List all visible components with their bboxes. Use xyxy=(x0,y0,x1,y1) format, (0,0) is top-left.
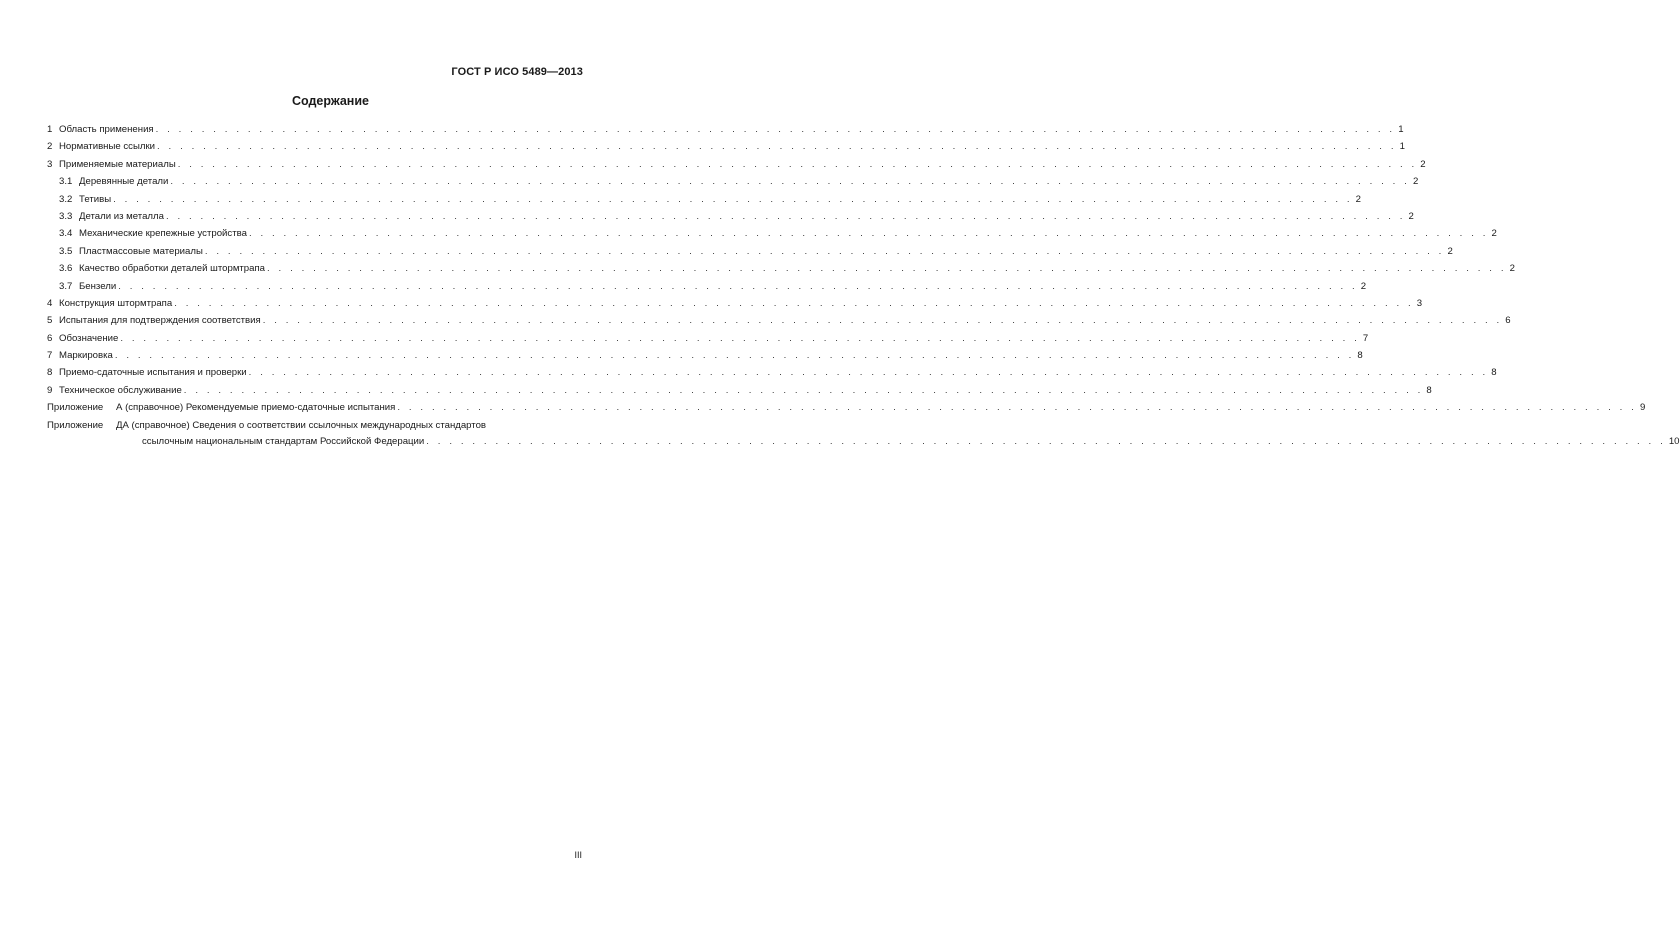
toc-page: 6 xyxy=(1505,315,1511,327)
toc-page: 2 xyxy=(1412,176,1419,188)
toc-leader xyxy=(249,225,1489,242)
toc-label: Детали из металла xyxy=(79,210,164,222)
toc-leader xyxy=(397,399,1637,416)
toc-label: Бензели xyxy=(79,280,117,292)
toc-leader xyxy=(178,156,1418,173)
toc-number: 7 xyxy=(47,350,53,362)
toc-page: 2 xyxy=(1408,210,1414,222)
toc-number: 6 xyxy=(47,332,53,344)
toc-label: Нормативные ссылки xyxy=(59,141,156,153)
toc-leader xyxy=(120,330,1360,347)
toc-appendix-a[interactable] xyxy=(47,399,1646,416)
toc-entry-3-2[interactable] xyxy=(47,191,1362,208)
toc-label: Маркировка xyxy=(59,350,113,362)
toc-label: Приемо-сдаточные испытания и проверки xyxy=(59,367,247,379)
toc-number: 8 xyxy=(47,367,53,379)
toc-number: 3.3 xyxy=(59,210,73,222)
toc-number: 4 xyxy=(47,297,53,309)
toc-label: Область применения xyxy=(59,124,154,135)
toc-page: 2 xyxy=(1360,280,1367,292)
toc-leader xyxy=(174,295,1414,312)
toc-page: 9 xyxy=(1639,402,1646,414)
toc-page: 1 xyxy=(1399,141,1405,153)
toc-entry-4[interactable] xyxy=(47,295,1423,312)
toc-page: 8 xyxy=(1491,367,1497,379)
toc-leader xyxy=(249,364,1489,381)
toc-leader xyxy=(115,347,1355,364)
toc-entry-3[interactable] xyxy=(47,156,1426,173)
toc-number: 1 xyxy=(47,124,53,135)
toc-page: 2 xyxy=(1491,228,1497,240)
toc-label: Конструкция штормтрапа xyxy=(59,297,173,309)
toc-number: 3.4 xyxy=(59,228,73,240)
toc-leader xyxy=(205,243,1445,260)
table-of-contents xyxy=(47,121,1680,450)
toc-number: 3.1 xyxy=(59,176,73,188)
page-title: Содержание xyxy=(291,94,369,108)
toc-number: 2 xyxy=(47,141,53,153)
toc-label: Пластмассовые материалы xyxy=(79,245,203,257)
toc-number: 3.5 xyxy=(59,245,73,257)
toc-label: Тетивы xyxy=(79,193,112,205)
toc-label: Деревянные детали xyxy=(79,176,169,188)
toc-entry-3-3[interactable] xyxy=(47,208,1414,225)
toc-entry-8[interactable] xyxy=(47,364,1497,381)
toc-page: 7 xyxy=(1362,332,1369,344)
toc-page: 2 xyxy=(1447,245,1453,257)
toc-leader xyxy=(263,312,1503,329)
toc-entry-5[interactable] xyxy=(47,312,1511,329)
toc-page: 1 xyxy=(1398,124,1404,135)
toc-label: Обозначение xyxy=(59,332,119,344)
toc-entry-2[interactable] xyxy=(47,138,1405,155)
toc-number: 9 xyxy=(47,384,53,396)
toc-label: Качество обработки деталей штормтрапа xyxy=(79,263,266,275)
page-number: III xyxy=(574,850,582,860)
toc-label: Техническое обслуживание xyxy=(59,384,182,396)
appendix-title: А (справочное) Рекомендуемые приемо-сдаточные испытания xyxy=(116,402,396,414)
toc-entry-3-7[interactable] xyxy=(47,278,1367,295)
toc-entry-9[interactable] xyxy=(47,382,1432,399)
toc-leader xyxy=(156,121,1396,138)
toc-page: 8 xyxy=(1426,384,1432,396)
toc-leader xyxy=(113,191,1353,208)
toc-leader xyxy=(157,138,1397,155)
toc-label: Механические крепежные устройства xyxy=(79,228,247,240)
toc-entry-3-5[interactable] xyxy=(47,243,1453,260)
toc-page: 10 xyxy=(1668,435,1680,447)
toc-page: 8 xyxy=(1357,350,1363,362)
toc-leader xyxy=(118,278,1358,295)
toc-label: Применяемые материалы xyxy=(59,158,176,170)
toc-leader xyxy=(166,208,1406,225)
toc-page: 2 xyxy=(1420,158,1426,170)
appendix-title: ДА (справочное) Сведения о соответствии ссылочных международных стандартов xyxy=(116,419,487,431)
toc-label: Испытания для подтверждения соответствия xyxy=(59,315,261,327)
toc-page: 3 xyxy=(1416,297,1423,309)
toc-page: 2 xyxy=(1355,193,1362,205)
toc-leader xyxy=(184,382,1424,399)
toc-entry-7[interactable] xyxy=(47,347,1363,364)
toc-page: 2 xyxy=(1509,263,1515,275)
appendix-title-continued: ссылочным национальным стандартам Российской Федерации xyxy=(142,435,425,447)
toc-leader xyxy=(170,173,1410,190)
toc-number: 3 xyxy=(47,158,53,170)
toc-entry-3-1[interactable] xyxy=(47,173,1419,190)
toc-number: 3.6 xyxy=(59,263,73,275)
toc-entry-6[interactable] xyxy=(47,330,1369,347)
toc-entry-3-6[interactable] xyxy=(47,260,1515,277)
toc-number: 5 xyxy=(47,315,53,327)
toc-appendix-da[interactable] xyxy=(47,417,1680,450)
toc-entry-1[interactable] xyxy=(47,121,1404,138)
toc-leader xyxy=(426,433,1666,450)
toc-leader xyxy=(267,260,1507,277)
toc-number: 3.2 xyxy=(59,193,73,205)
appendix-prefix: Приложение xyxy=(47,419,104,431)
toc-entry-3-4[interactable] xyxy=(47,225,1497,242)
toc-number: 3.7 xyxy=(59,280,73,292)
appendix-prefix: Приложение xyxy=(47,402,104,414)
document-code: ГОСТ Р ИСО 5489—2013 xyxy=(451,66,583,78)
